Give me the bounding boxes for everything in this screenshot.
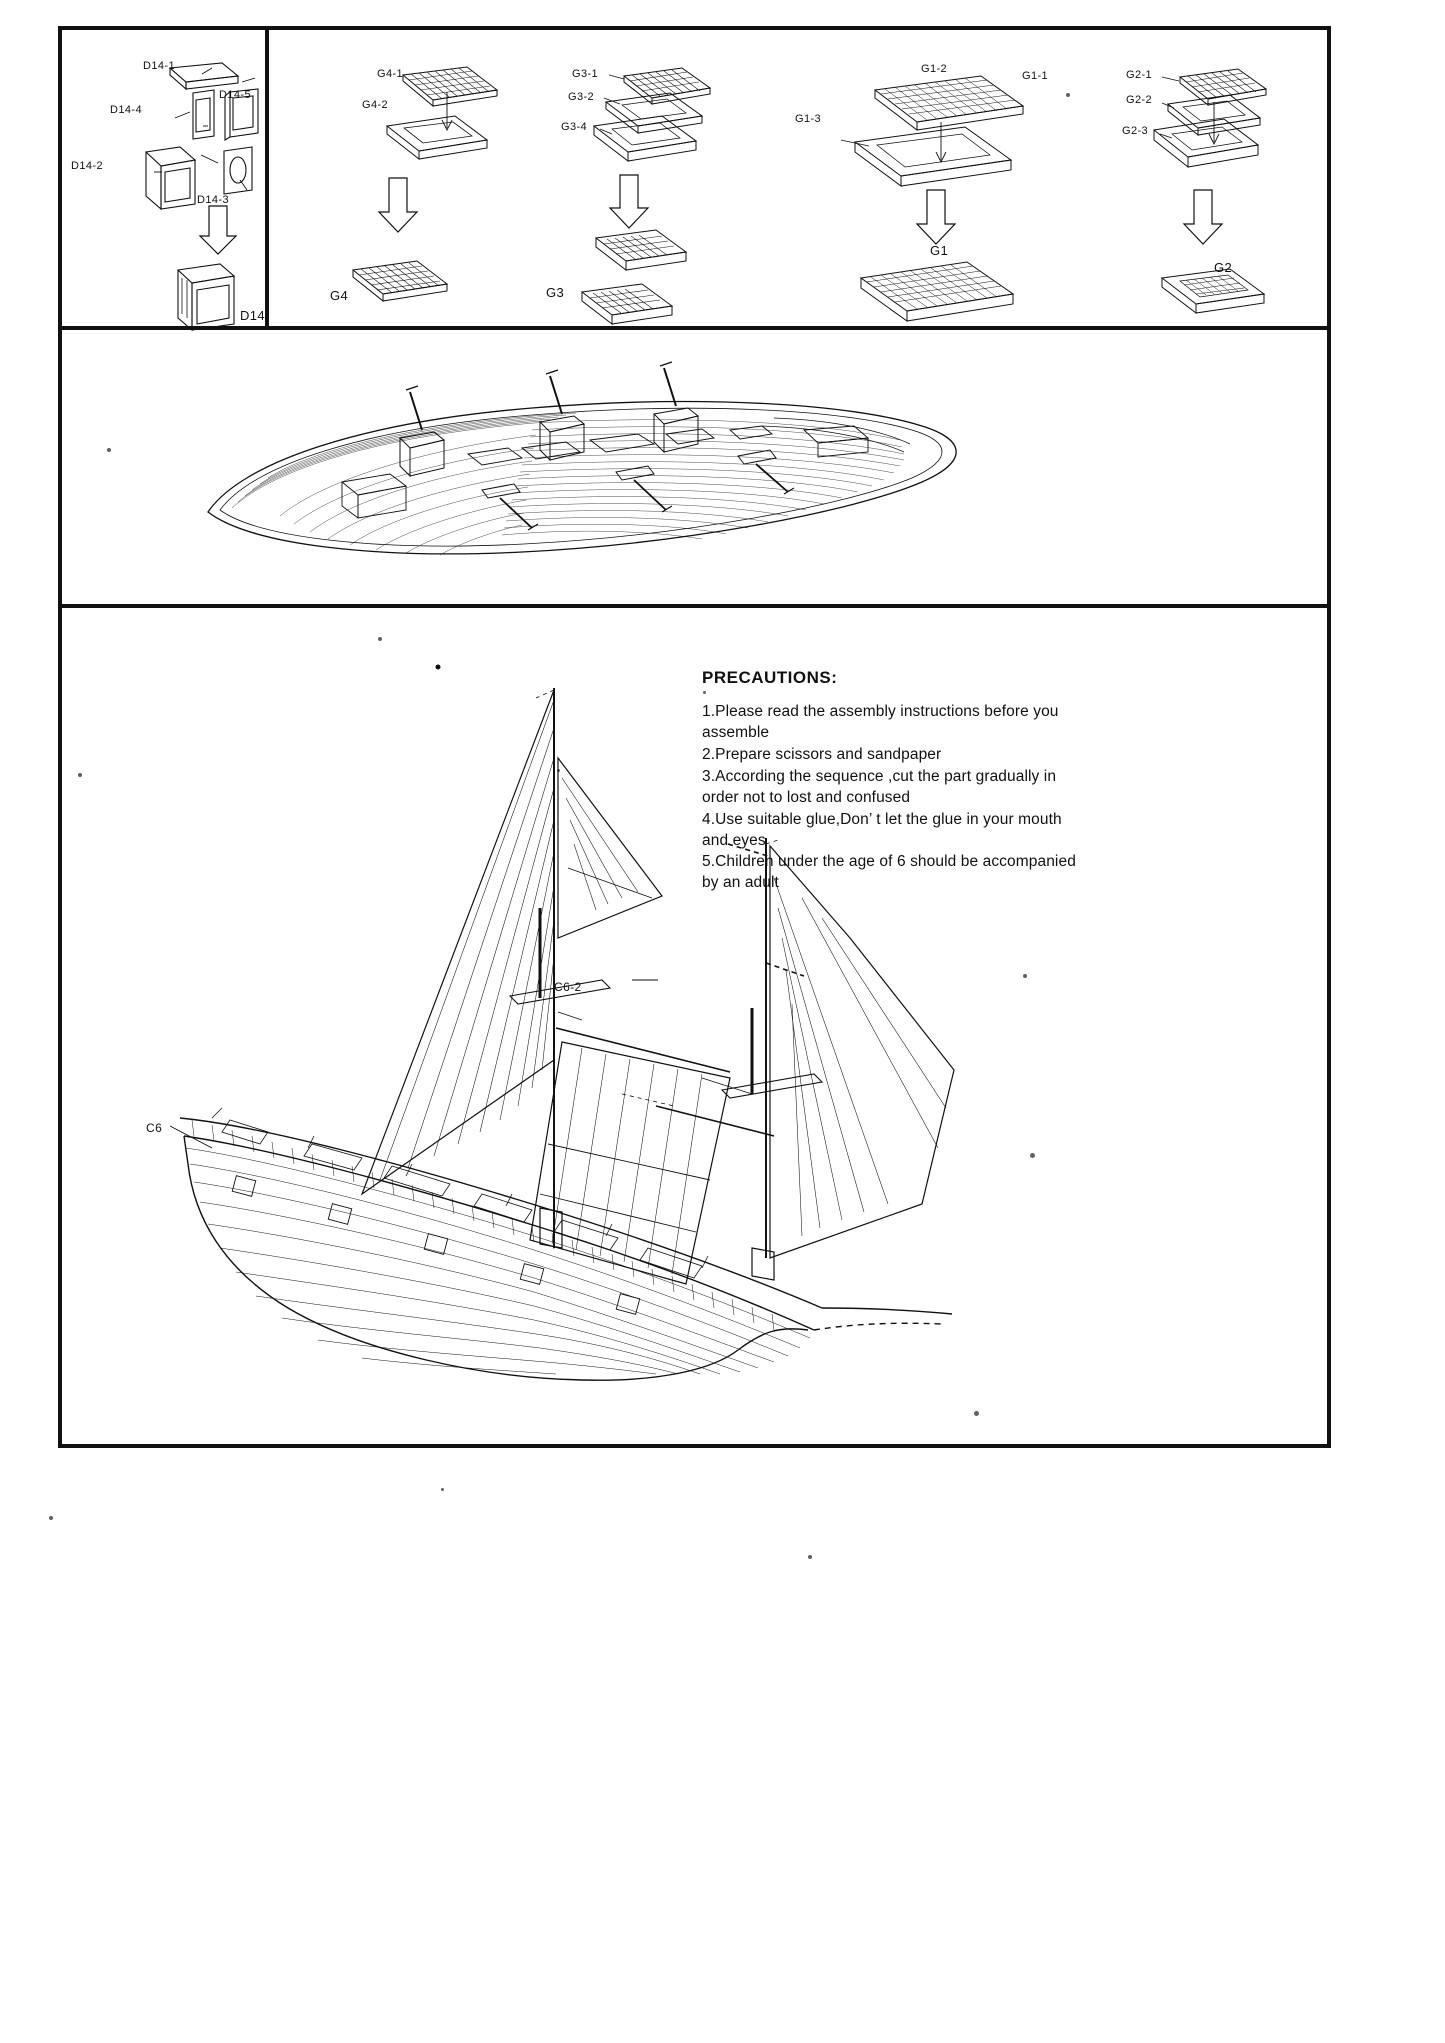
result-label-g1: G1 [930,243,949,258]
precaution-item-2: 2.Prepare scissors and sandpaper [702,745,942,763]
result-label-d14: D14 [240,308,266,323]
part-label-d14-2: D14-2 [71,160,103,172]
down-arrow [610,175,648,228]
part-label-g2-1: G2-1 [1126,69,1153,81]
precaution-item-4: 4.Use suitable glue,Don’ t let the glue in your mouth and eyes [702,810,1062,849]
part-label-g1-1: G1-1 [1022,70,1049,82]
part-label-g4-1: G4-1 [377,68,404,80]
part-label-g1-3: G1-3 [795,113,822,125]
result-label-g2: G2 [1214,260,1233,275]
precautions-block [702,668,1082,894]
part-label-g4-2: G4-2 [362,99,389,111]
down-arrow [917,190,955,244]
part-label-g2-3: G2-3 [1122,125,1149,137]
scan-speck [49,1516,53,1520]
precaution-item-3: 3.According the sequence ,cut the part gradually in order not to lost and confused [702,767,1057,806]
deck-overview-drawing [62,330,1331,608]
part-label-d14-3: D14-3 [197,194,229,206]
panel-d14-subassembly [60,28,267,328]
instruction-sheet-frame [58,26,1331,1448]
part-label-d14-5: D14-5 [219,89,251,101]
scan-speck [808,1555,812,1559]
scan-speck [441,1488,444,1491]
part-label-g3-2: G3-2 [568,91,595,103]
part-label-c6: C6 [146,1121,163,1135]
part-label-g3-4: G3-4 [561,121,588,133]
d14-exploded-diagram [62,30,269,330]
down-arrow [1184,190,1222,244]
grating-group-g1 [769,30,1049,330]
part-label-g2-2: G2-2 [1126,94,1153,106]
precautions-title: PRECAUTIONS: [702,668,838,687]
finished-ship-drawing [62,608,1331,1448]
panel-deck-overview [60,328,1329,606]
panel-finished-ship [60,606,1329,1446]
part-label-g3-1: G3-1 [572,68,599,80]
part-label-c6-2: C6-2 [554,980,582,994]
result-label-g3: G3 [546,285,565,300]
part-label-d14-1: D14-1 [143,60,175,72]
down-arrow [200,206,236,254]
grating-group-g4 [329,30,529,330]
part-label-d14-4: D14-4 [110,104,142,116]
down-arrow [379,178,417,232]
grating-group-g3 [524,30,744,330]
grating-group-g2 [1084,30,1314,330]
precaution-item-5: 5.Children under the age of 6 should be accompanied by an adult [702,853,1076,892]
panel-grating-subassemblies [267,28,1329,328]
precaution-item-1: 1.Please read the assembly instructions before you assemble [702,703,1059,741]
result-label-g4: G4 [330,288,349,303]
part-label-g1-2: G1-2 [921,63,948,75]
